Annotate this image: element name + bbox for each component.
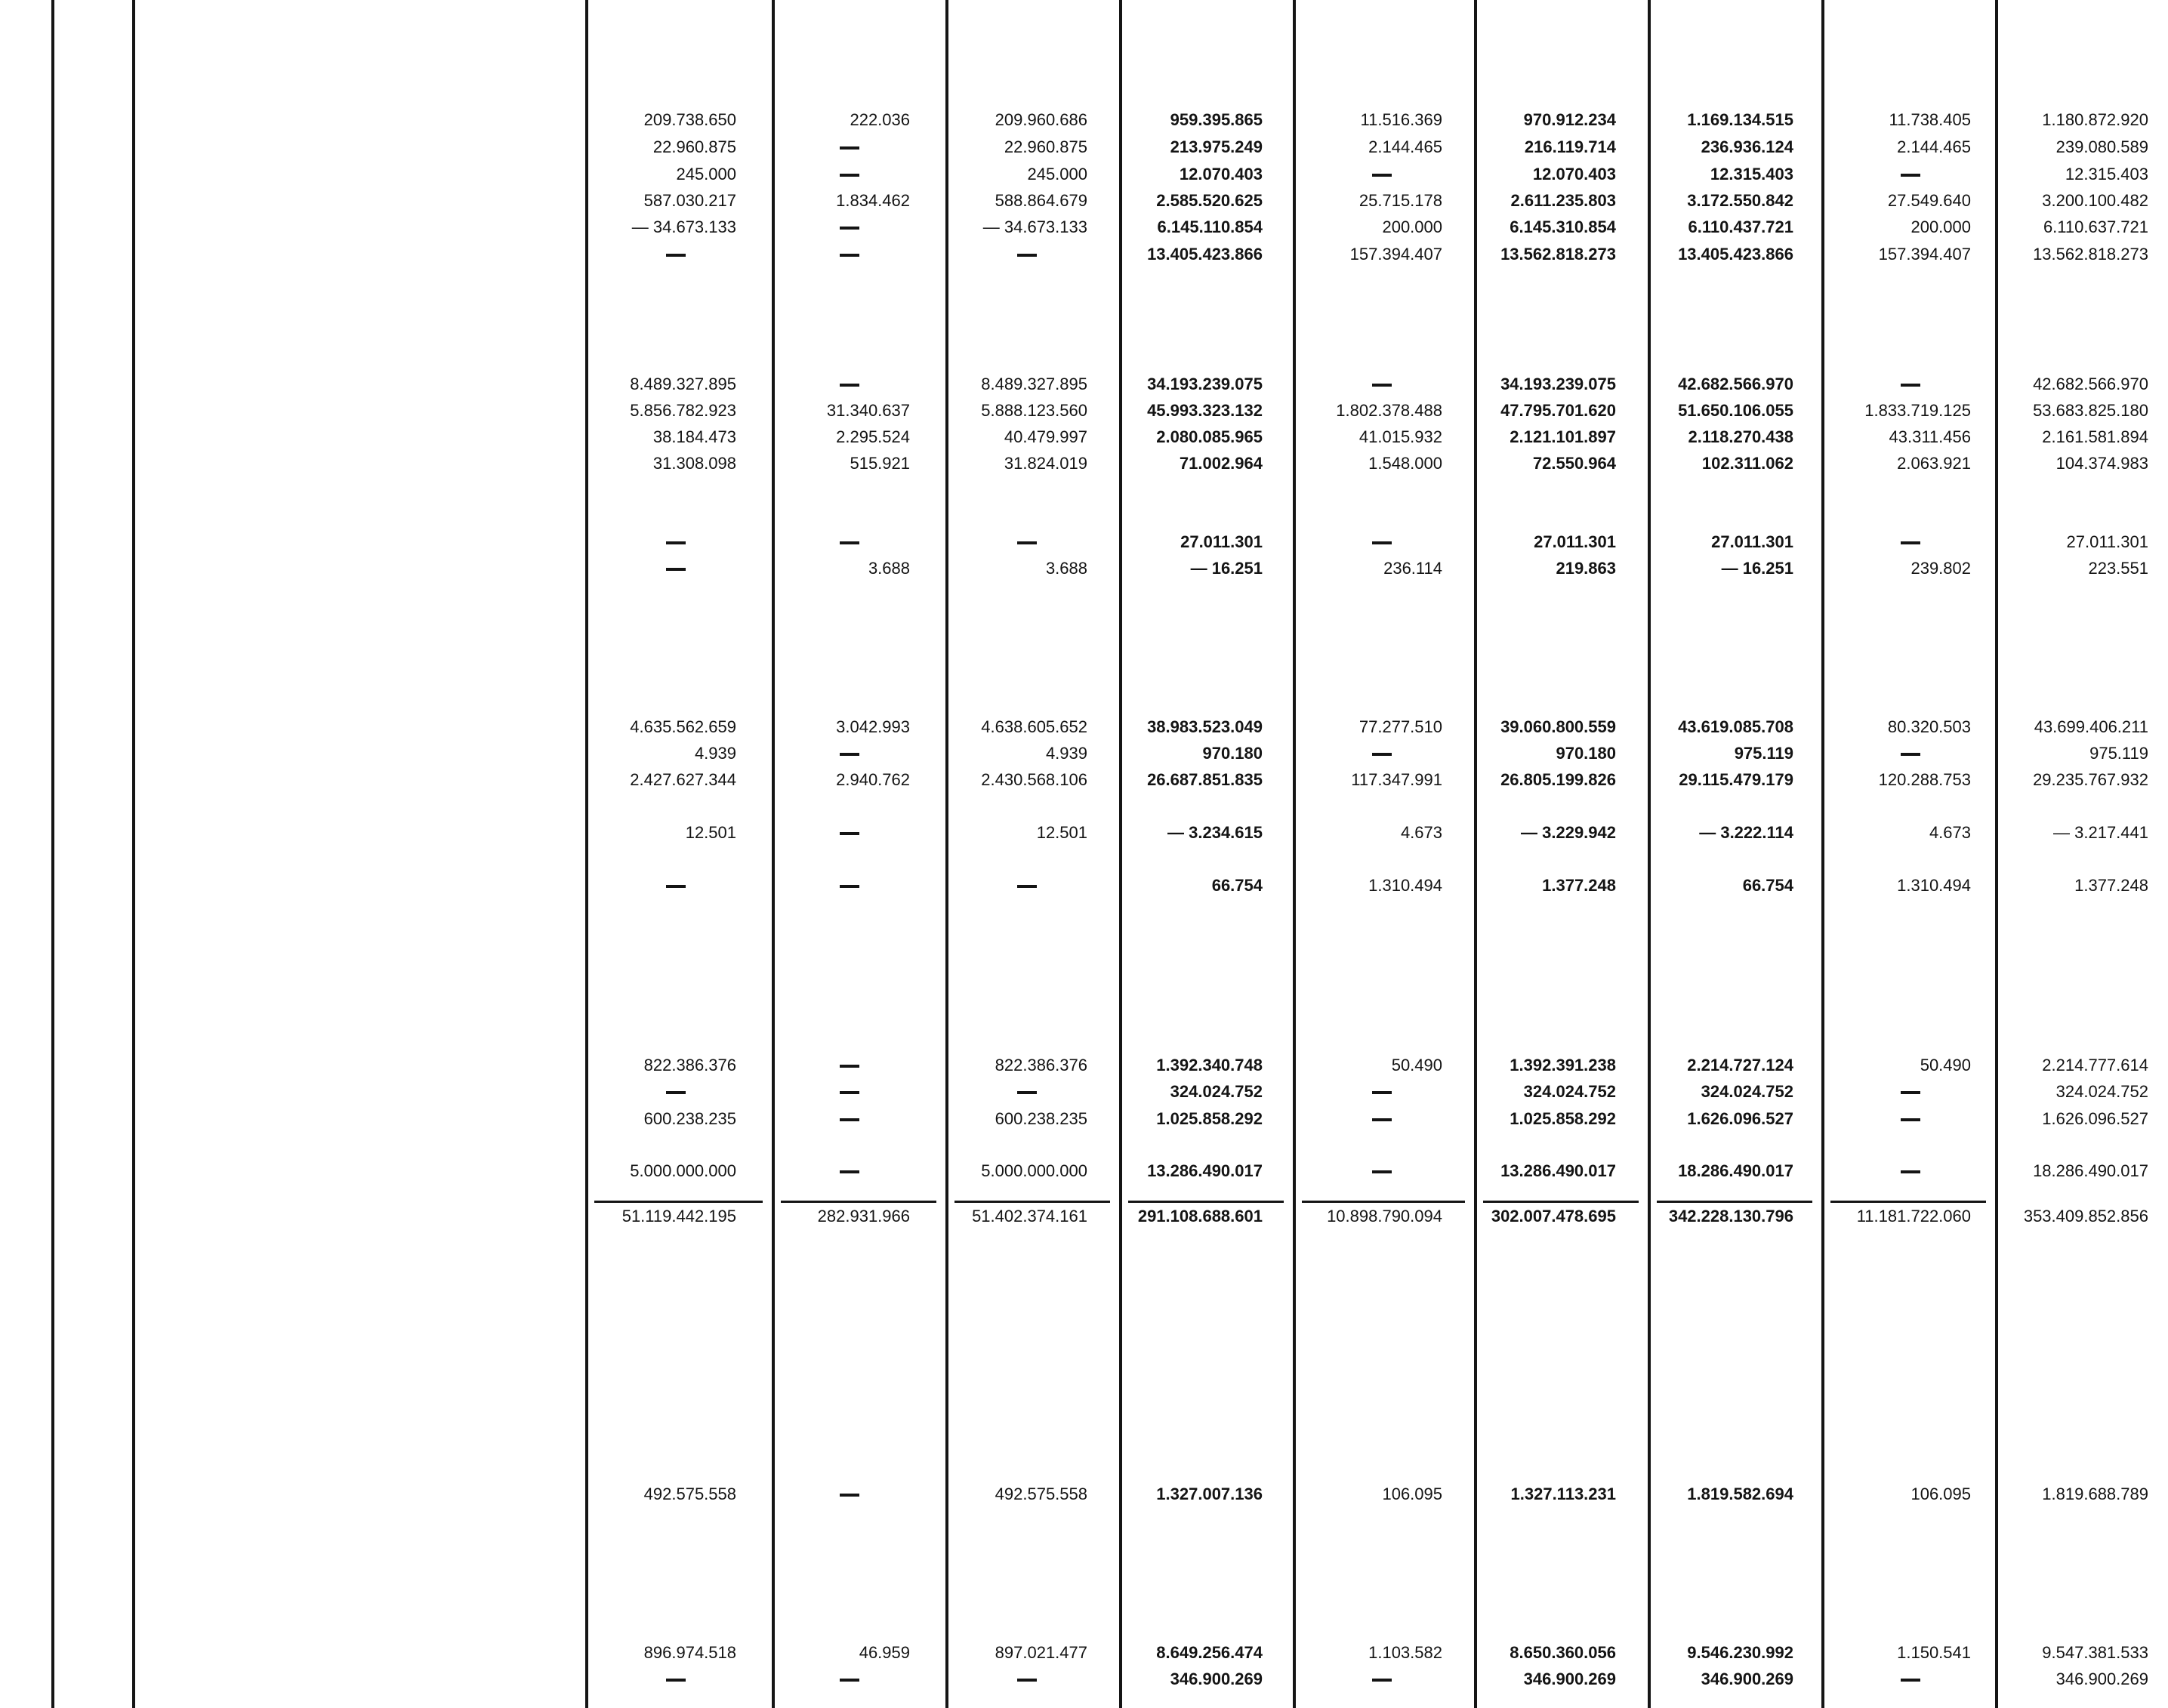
amount-cell: 2.144.465: [1897, 137, 1971, 156]
amount-cell: 1.327.113.231: [1510, 1484, 1616, 1503]
amount-cell: [1888, 742, 1933, 765]
amount-cell: — 34.673.133: [631, 217, 736, 236]
amount-cell: 245.000: [1027, 165, 1087, 183]
amount-cell: 209.738.650: [643, 110, 736, 129]
amount-cell: [1888, 531, 1933, 553]
amount-cell: [1888, 1160, 1933, 1182]
amount-cell: 12.501: [685, 823, 736, 842]
amount-cell: [827, 1081, 872, 1103]
amount-cell: [653, 243, 699, 266]
amount-cell: 1.626.096.527: [1687, 1109, 1793, 1128]
amount-cell: 11.738.405: [1889, 110, 1971, 129]
amount-cell: 38.184.473: [652, 427, 736, 446]
nil-dash: [1372, 1170, 1392, 1173]
nil-dash: [840, 1679, 859, 1682]
nil-dash: [840, 1494, 859, 1497]
amount-cell: — 3.229.942: [1521, 823, 1616, 842]
amount-cell: 342.228.130.796: [1668, 1207, 1793, 1226]
nil-dash: [1901, 1679, 1920, 1682]
amount-cell: 492.575.558: [995, 1484, 1087, 1503]
amount-cell: 31.308.098: [652, 454, 736, 473]
amount-cell: 27.011.301: [2066, 532, 2148, 551]
amount-cell: [827, 1160, 872, 1182]
amount-cell: 2.430.568.106: [981, 770, 1087, 789]
amount-cell: [1888, 163, 1933, 186]
amount-cell: — 3.217.441: [2053, 823, 2148, 842]
amount-cell: 236.114: [1383, 559, 1442, 578]
amount-cell: 1.377.248: [2074, 876, 2148, 895]
column-rule: [772, 0, 775, 1708]
amount-cell: 6.145.310.854: [1510, 217, 1616, 236]
amount-cell: [1359, 1668, 1405, 1691]
amount-cell: 26.805.199.826: [1500, 770, 1616, 789]
amount-cell: [827, 1054, 872, 1077]
amount-cell: [827, 1108, 872, 1130]
amount-cell: 13.286.490.017: [1147, 1161, 1263, 1180]
amount-cell: 38.983.523.049: [1147, 717, 1263, 736]
amount-cell: 2.611.235.803: [1510, 191, 1616, 210]
nil-dash: [1372, 753, 1392, 756]
amount-cell: 1.025.858.292: [1510, 1109, 1616, 1128]
amount-cell: 51.402.374.161: [972, 1207, 1087, 1226]
amount-cell: 970.180: [1202, 744, 1263, 763]
amount-cell: 13.286.490.017: [1500, 1161, 1616, 1180]
amount-cell: 66.754: [1211, 876, 1263, 895]
amount-cell: 66.754: [1742, 876, 1793, 895]
amount-cell: [827, 136, 872, 159]
amount-cell: 27.549.640: [1887, 191, 1971, 210]
amount-cell: 12.070.403: [1179, 165, 1263, 183]
amount-cell: 53.683.825.180: [2033, 401, 2148, 420]
amount-cell: 324.024.752: [1523, 1082, 1616, 1101]
amount-cell: 29.235.767.932: [2033, 770, 2148, 789]
amount-cell: 4.673: [1400, 823, 1442, 842]
amount-cell: [827, 243, 872, 266]
amount-cell: 353.409.852.856: [2023, 1207, 2148, 1226]
nil-dash: [1372, 541, 1392, 544]
amount-cell: 1.626.096.527: [2042, 1109, 2148, 1128]
amount-cell: 13.405.423.866: [1147, 245, 1263, 264]
amount-cell: [1888, 1081, 1933, 1103]
amount-cell: 8.649.256.474: [1156, 1643, 1263, 1662]
amount-cell: 42.682.566.970: [2033, 375, 2148, 393]
amount-cell: 2.144.465: [1368, 137, 1442, 156]
amount-cell: 346.900.269: [1523, 1669, 1616, 1688]
amount-cell: 8.489.327.895: [981, 375, 1087, 393]
amount-cell: 822.386.376: [995, 1056, 1087, 1074]
amount-cell: [1359, 1108, 1405, 1130]
amount-cell: 51.650.106.055: [1678, 401, 1793, 420]
amount-cell: 80.320.503: [1887, 717, 1971, 736]
amount-cell: 302.007.478.695: [1491, 1207, 1616, 1226]
amount-cell: 3.688: [868, 559, 910, 578]
amount-cell: 219.863: [1556, 559, 1616, 578]
nil-dash: [840, 753, 859, 756]
amount-cell: 1.169.134.515: [1687, 110, 1793, 129]
amount-cell: 324.024.752: [1170, 1082, 1263, 1101]
amount-cell: [1359, 531, 1405, 553]
sum-line: [1483, 1201, 1639, 1203]
nil-dash: [840, 541, 859, 544]
nil-dash: [666, 541, 686, 544]
amount-cell: 222.036: [850, 110, 910, 129]
amount-cell: 216.119.714: [1524, 137, 1616, 156]
amount-cell: 8.650.360.056: [1510, 1643, 1616, 1662]
sum-line: [781, 1201, 936, 1203]
nil-dash: [840, 146, 859, 150]
amount-cell: [1004, 1081, 1050, 1103]
amount-cell: 50.490: [1920, 1056, 1971, 1074]
amount-cell: 43.619.085.708: [1678, 717, 1793, 736]
nil-dash: [1372, 1091, 1392, 1094]
nil-dash: [666, 1679, 686, 1682]
amount-cell: 12.315.403: [1710, 165, 1793, 183]
amount-cell: 897.021.477: [995, 1643, 1087, 1662]
amount-cell: [1359, 742, 1405, 765]
amount-cell: — 34.673.133: [982, 217, 1087, 236]
amount-cell: 11.516.369: [1360, 110, 1442, 129]
amount-cell: — 16.251: [1190, 559, 1263, 578]
amount-cell: [827, 216, 872, 239]
nil-dash: [840, 1065, 859, 1068]
amount-cell: 6.110.437.721: [1688, 217, 1793, 236]
nil-dash: [840, 174, 859, 177]
amount-cell: [827, 1668, 872, 1691]
amount-cell: 10.898.790.094: [1327, 1207, 1442, 1226]
amount-cell: 3.042.993: [836, 717, 910, 736]
nil-dash: [1017, 254, 1037, 257]
amount-cell: [827, 531, 872, 553]
amount-cell: 42.682.566.970: [1678, 375, 1793, 393]
amount-cell: [1359, 373, 1405, 396]
amount-cell: 239.080.589: [2055, 137, 2148, 156]
nil-dash: [666, 1091, 686, 1094]
sum-line: [1830, 1201, 1986, 1203]
amount-cell: 9.546.230.992: [1687, 1643, 1793, 1662]
amount-cell: 2.121.101.897: [1510, 427, 1616, 446]
nil-dash: [1372, 174, 1392, 177]
amount-cell: 4.939: [694, 744, 736, 763]
amount-cell: 13.405.423.866: [1678, 245, 1793, 264]
amount-cell: 1.833.719.125: [1864, 401, 1971, 420]
amount-cell: 22.960.875: [652, 137, 736, 156]
amount-cell: 2.161.581.894: [2042, 427, 2148, 446]
amount-cell: 3.172.550.842: [1687, 191, 1793, 210]
amount-cell: 13.562.818.273: [2033, 245, 2148, 264]
amount-cell: 1.310.494: [1368, 876, 1442, 895]
amount-cell: 346.900.269: [2055, 1669, 2148, 1688]
amount-cell: 1.377.248: [1542, 876, 1616, 895]
amount-cell: 106.095: [1910, 1484, 1971, 1503]
amount-cell: 5.856.782.923: [630, 401, 736, 420]
amount-cell: 492.575.558: [643, 1484, 736, 1503]
amount-cell: 3.200.100.482: [2042, 191, 2148, 210]
nil-dash: [1017, 1091, 1037, 1094]
amount-cell: 970.180: [1556, 744, 1616, 763]
amount-cell: 104.374.983: [2055, 454, 2148, 473]
nil-dash: [1901, 541, 1920, 544]
amount-cell: 4.638.605.652: [981, 717, 1087, 736]
amount-cell: 12.501: [1036, 823, 1087, 842]
sum-line: [1302, 1201, 1465, 1203]
amount-cell: [1004, 874, 1050, 897]
amount-cell: 1.150.541: [1897, 1643, 1971, 1662]
nil-dash: [1372, 384, 1392, 387]
amount-cell: [1359, 1081, 1405, 1103]
amount-cell: 120.288.753: [1878, 770, 1971, 789]
amount-cell: 77.277.510: [1358, 717, 1442, 736]
amount-cell: [1359, 1160, 1405, 1182]
amount-cell: [1888, 373, 1933, 396]
amount-cell: 157.394.407: [1349, 245, 1442, 264]
amount-cell: 1.392.391.238: [1510, 1056, 1616, 1074]
amount-cell: 970.912.234: [1523, 110, 1616, 129]
amount-cell: 213.975.249: [1170, 137, 1263, 156]
amount-cell: 975.119: [1734, 744, 1793, 763]
amount-cell: 27.011.301: [1180, 532, 1263, 551]
amount-cell: — 3.234.615: [1167, 823, 1263, 842]
amount-cell: 29.115.479.179: [1679, 770, 1793, 789]
amount-cell: 346.900.269: [1170, 1669, 1263, 1688]
amount-cell: 324.024.752: [2055, 1082, 2148, 1101]
nil-dash: [666, 254, 686, 257]
amount-cell: [827, 822, 872, 844]
nil-dash: [1017, 541, 1037, 544]
amount-cell: 11.181.722.060: [1856, 1207, 1971, 1226]
amount-cell: 200.000: [1382, 217, 1442, 236]
amount-cell: 45.993.323.132: [1147, 401, 1263, 420]
amount-cell: [653, 1081, 699, 1103]
sum-line: [1657, 1201, 1812, 1203]
amount-cell: 975.119: [2089, 744, 2148, 763]
amount-cell: 71.002.964: [1179, 454, 1263, 473]
nil-dash: [1901, 1118, 1920, 1121]
amount-cell: 4.673: [1929, 823, 1971, 842]
amount-cell: 2.118.270.438: [1688, 427, 1793, 446]
amount-cell: [827, 1483, 872, 1506]
amount-cell: 5.000.000.000: [630, 1161, 736, 1180]
amount-cell: 822.386.376: [643, 1056, 736, 1074]
amount-cell: [1888, 1108, 1933, 1130]
amount-cell: 157.394.407: [1878, 245, 1971, 264]
amount-cell: 2.080.085.965: [1156, 427, 1263, 446]
amount-cell: 200.000: [1910, 217, 1971, 236]
amount-cell: 31.340.637: [826, 401, 910, 420]
amount-cell: 236.936.124: [1701, 137, 1793, 156]
amount-cell: 2.940.762: [836, 770, 910, 789]
amount-cell: 47.795.701.620: [1500, 401, 1616, 420]
amount-cell: [1004, 243, 1050, 266]
amount-cell: 2.585.520.625: [1156, 191, 1263, 210]
amount-cell: 239.802: [1910, 559, 1971, 578]
sum-line: [954, 1201, 1110, 1203]
amount-cell: 27.011.301: [1711, 532, 1793, 551]
amount-cell: 102.311.062: [1701, 454, 1793, 473]
amount-cell: 18.286.490.017: [2033, 1161, 2148, 1180]
amount-cell: 588.864.679: [995, 191, 1087, 210]
amount-cell: 1.103.582: [1368, 1643, 1442, 1662]
amount-cell: 1.819.582.694: [1687, 1484, 1793, 1503]
amount-cell: 117.347.991: [1351, 770, 1442, 789]
nil-dash: [1372, 1679, 1392, 1682]
amount-cell: 26.687.851.835: [1147, 770, 1263, 789]
amount-cell: 291.108.688.601: [1137, 1207, 1263, 1226]
amount-cell: [827, 874, 872, 897]
amount-cell: 51.119.442.195: [621, 1207, 736, 1226]
amount-cell: 34.193.239.075: [1147, 375, 1263, 393]
amount-cell: 1.548.000: [1368, 454, 1442, 473]
amount-cell: 223.551: [2088, 559, 2148, 578]
nil-dash: [840, 1091, 859, 1094]
amount-cell: 1.310.494: [1897, 876, 1971, 895]
amount-cell: 1.392.340.748: [1156, 1056, 1263, 1074]
amount-cell: 1.180.872.920: [2042, 110, 2148, 129]
amount-cell: [1888, 1668, 1933, 1691]
amount-cell: [827, 373, 872, 396]
sum-line: [1128, 1201, 1284, 1203]
amount-cell: 515.921: [850, 454, 910, 473]
amount-cell: 5.888.123.560: [981, 401, 1087, 420]
nil-dash: [840, 1170, 859, 1173]
amount-cell: 72.550.964: [1532, 454, 1616, 473]
amount-cell: 43.699.406.211: [2034, 717, 2148, 736]
amount-cell: [1004, 1668, 1050, 1691]
column-rule: [945, 0, 948, 1708]
amount-cell: [653, 557, 699, 580]
nil-dash: [666, 885, 686, 888]
amount-cell: [827, 742, 872, 765]
nil-dash: [840, 384, 859, 387]
amount-cell: 2.063.921: [1897, 454, 1971, 473]
amount-cell: 1.834.462: [836, 191, 910, 210]
amount-cell: 50.490: [1391, 1056, 1442, 1074]
amount-cell: 324.024.752: [1701, 1082, 1793, 1101]
amount-cell: 106.095: [1382, 1484, 1442, 1503]
sum-line: [594, 1201, 763, 1203]
amount-cell: 1.327.007.136: [1156, 1484, 1263, 1503]
amount-cell: 2.427.627.344: [630, 770, 736, 789]
nil-dash: [1901, 753, 1920, 756]
amount-cell: [1359, 163, 1405, 186]
amount-cell: 959.395.865: [1170, 110, 1263, 129]
amount-cell: 39.060.800.559: [1500, 717, 1616, 736]
nil-dash: [1901, 174, 1920, 177]
amount-cell: 346.900.269: [1701, 1669, 1793, 1688]
column-rule: [132, 0, 135, 1708]
amount-cell: 12.315.403: [2065, 165, 2148, 183]
nil-dash: [1901, 1091, 1920, 1094]
amount-cell: 245.000: [676, 165, 736, 183]
amount-cell: 40.479.997: [1004, 427, 1087, 446]
amount-cell: 600.238.235: [643, 1109, 736, 1128]
nil-dash: [1017, 885, 1037, 888]
amount-cell: 34.193.239.075: [1500, 375, 1616, 393]
nil-dash: [1372, 1118, 1392, 1121]
amount-cell: [653, 1668, 699, 1691]
amount-cell: 18.286.490.017: [1678, 1161, 1793, 1180]
nil-dash: [840, 227, 859, 230]
amount-cell: 2.214.727.124: [1687, 1056, 1793, 1074]
amount-cell: 1.025.858.292: [1156, 1109, 1263, 1128]
nil-dash: [840, 832, 859, 835]
amount-cell: 22.960.875: [1004, 137, 1087, 156]
amount-cell: 27.011.301: [1534, 532, 1616, 551]
amount-cell: 46.959: [859, 1643, 910, 1662]
amount-cell: — 3.222.114: [1699, 823, 1793, 842]
amount-cell: 31.824.019: [1004, 454, 1087, 473]
amount-cell: 25.715.178: [1358, 191, 1442, 210]
nil-dash: [840, 254, 859, 257]
amount-cell: 1.819.688.789: [2042, 1484, 2148, 1503]
amount-cell: 896.974.518: [643, 1643, 736, 1662]
nil-dash: [666, 568, 686, 571]
amount-cell: 2.214.777.614: [2042, 1056, 2148, 1074]
amount-cell: [653, 531, 699, 553]
amount-cell: 9.547.381.533: [2042, 1643, 2148, 1662]
amount-cell: 3.688: [1045, 559, 1087, 578]
nil-dash: [1901, 384, 1920, 387]
amount-cell: 4.939: [1045, 744, 1087, 763]
nil-dash: [1017, 1679, 1037, 1682]
amount-cell: [827, 163, 872, 186]
nil-dash: [840, 885, 859, 888]
amount-cell: 41.015.932: [1358, 427, 1442, 446]
amount-cell: 1.802.378.488: [1336, 401, 1442, 420]
amount-cell: 5.000.000.000: [981, 1161, 1087, 1180]
nil-dash: [1901, 1170, 1920, 1173]
amount-cell: 12.070.403: [1532, 165, 1616, 183]
amount-cell: 282.931.966: [817, 1207, 910, 1226]
amount-cell: [1004, 531, 1050, 553]
amount-cell: 8.489.327.895: [630, 375, 736, 393]
column-rule: [51, 0, 54, 1708]
amount-cell: 2.295.524: [836, 427, 910, 446]
amount-cell: 43.311.456: [1889, 427, 1971, 446]
amount-cell: 6.145.110.854: [1157, 217, 1263, 236]
amount-cell: 4.635.562.659: [630, 717, 736, 736]
amount-cell: 209.960.686: [995, 110, 1087, 129]
nil-dash: [840, 1118, 859, 1121]
amount-cell: 13.562.818.273: [1500, 245, 1616, 264]
amount-cell: — 16.251: [1721, 559, 1793, 578]
amount-cell: [653, 874, 699, 897]
column-rule: [585, 0, 588, 1708]
amount-cell: 600.238.235: [995, 1109, 1087, 1128]
amount-cell: 587.030.217: [643, 191, 736, 210]
amount-cell: 6.110.637.721: [2043, 217, 2148, 236]
